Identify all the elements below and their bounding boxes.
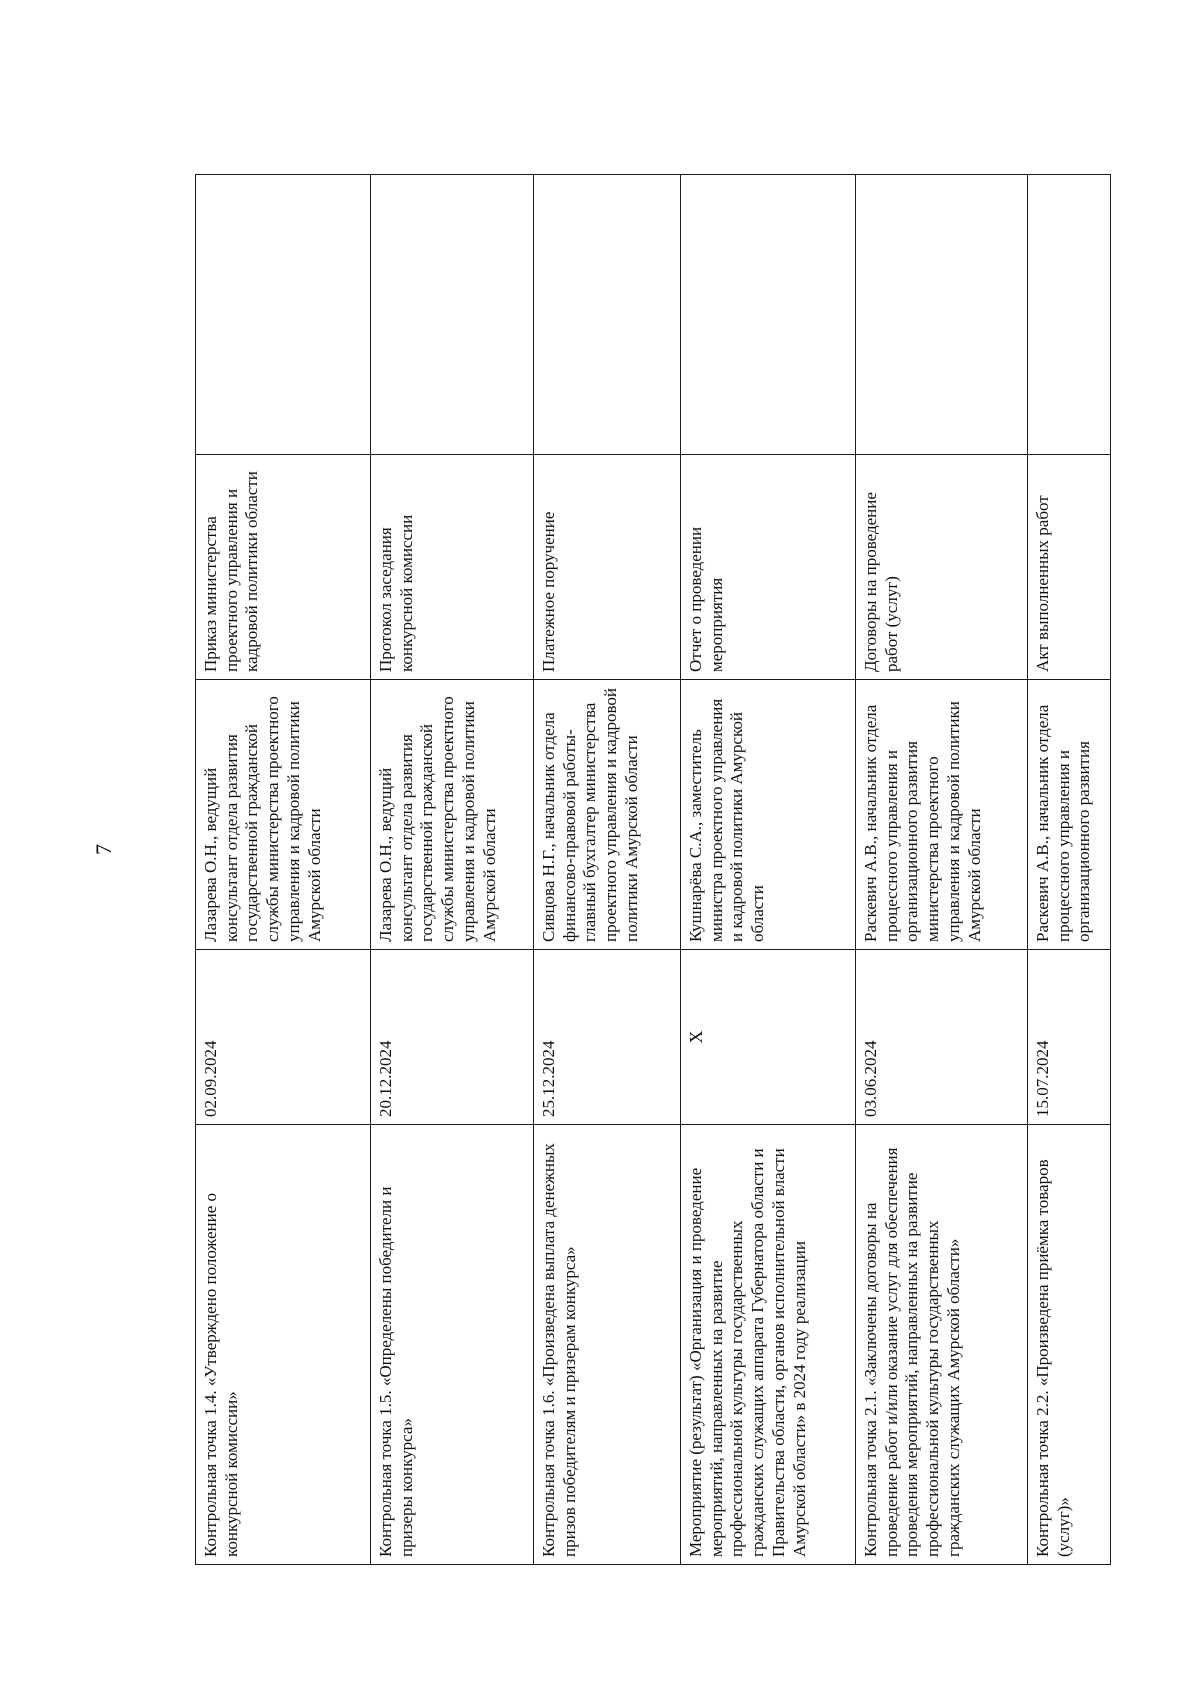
- table-row: [856, 175, 1028, 1565]
- event-name-cell: Контрольная точка 2.2. «Произведена приёмка товаров (услуг)»: [1028, 1125, 1111, 1565]
- document-cell: Договоры на проведение работ (услуг): [856, 455, 1028, 680]
- table-row: [196, 175, 371, 1565]
- extra-cell: [534, 175, 681, 455]
- responsible-cell: Кушнарёва С.А., заместитель министра проектного управления и кадровой политики Амурской области: [681, 680, 856, 950]
- document-cell: Протокол заседания конкурсной комиссии: [371, 455, 534, 680]
- extra-cell: [1028, 175, 1111, 455]
- extra-cell: [371, 175, 534, 455]
- table-row: [534, 175, 681, 1565]
- date-cell: 25.12.2024: [534, 950, 681, 1125]
- table-row: [681, 175, 856, 1565]
- document-cell: Платежное поручение: [534, 455, 681, 680]
- event-name-cell: Мероприятие (результат) «Организация и проведение мероприятий, направленных на развитие профессиональной культуры государственных гражданских служащих аппарата Губернатора области и Правительства области, органов исполнительной власти Амурской области» в 2024 году реализации: [681, 1125, 856, 1565]
- responsible-cell: Раскевич А.В., начальник отдела процессного управления и организационного развития министерства проектного управления и кадровой политики Амурской области: [856, 680, 1028, 950]
- event-name-cell: Контрольная точка 2.1. «Заключены договоры на проведение работ и/или оказание услуг для обеспечения проведения мероприятий, направленных на развитие профессиональной культуры государственных гражданских служащих Амурской области»: [856, 1125, 1028, 1565]
- date-cell: 20.12.2024: [371, 950, 534, 1125]
- date-cell: X: [681, 950, 856, 1125]
- document-cell: Приказ министерства проектного управления и кадровой политики области: [196, 455, 371, 680]
- responsible-cell: Сивцова Н.Г., начальник отдела финансово-правовой работы-главный бухгалтер министерства проектного управления и кадровой политики Амурской области: [534, 680, 681, 950]
- document-cell: Акт выполненных работ: [1028, 455, 1111, 680]
- date-cell: 02.09.2024: [196, 950, 371, 1125]
- event-name-cell: Контрольная точка 1.6. «Произведена выплата денежных призов победителям и призерам конкурса»: [534, 1125, 681, 1565]
- responsible-cell: Лазарева О.Н., ведущий консультант отдела развития государственной гражданской службы министерства проектного управления и кадровой политики Амурской области: [371, 680, 534, 950]
- event-name-cell: Контрольная точка 1.5. «Определены победители и призеры конкурса»: [371, 1125, 534, 1565]
- table-row: [1028, 175, 1111, 1565]
- document-cell: Отчет о проведении мероприятия: [681, 455, 856, 680]
- date-cell: 15.07.2024: [1028, 950, 1111, 1125]
- extra-cell: [681, 175, 856, 455]
- extra-cell: [856, 175, 1028, 455]
- event-name-cell: Контрольная точка 1.4. «Утверждено положение о конкурсной комиссии»: [196, 1125, 371, 1565]
- control-points-table: [195, 174, 1111, 1565]
- extra-cell: [196, 175, 371, 455]
- table-row: [371, 175, 534, 1565]
- rotated-table-wrapper: [195, 175, 1110, 1565]
- responsible-cell: Раскевич А.В., начальник отдела процессного управления и организационного развития: [1028, 680, 1111, 950]
- page-number: 7: [91, 844, 116, 855]
- date-cell: 03.06.2024: [856, 950, 1028, 1125]
- responsible-cell: Лазарева О.Н., ведущий консультант отдела развития государственной гражданской службы министерства проектного управления и кадровой политики Амурской области: [196, 680, 371, 950]
